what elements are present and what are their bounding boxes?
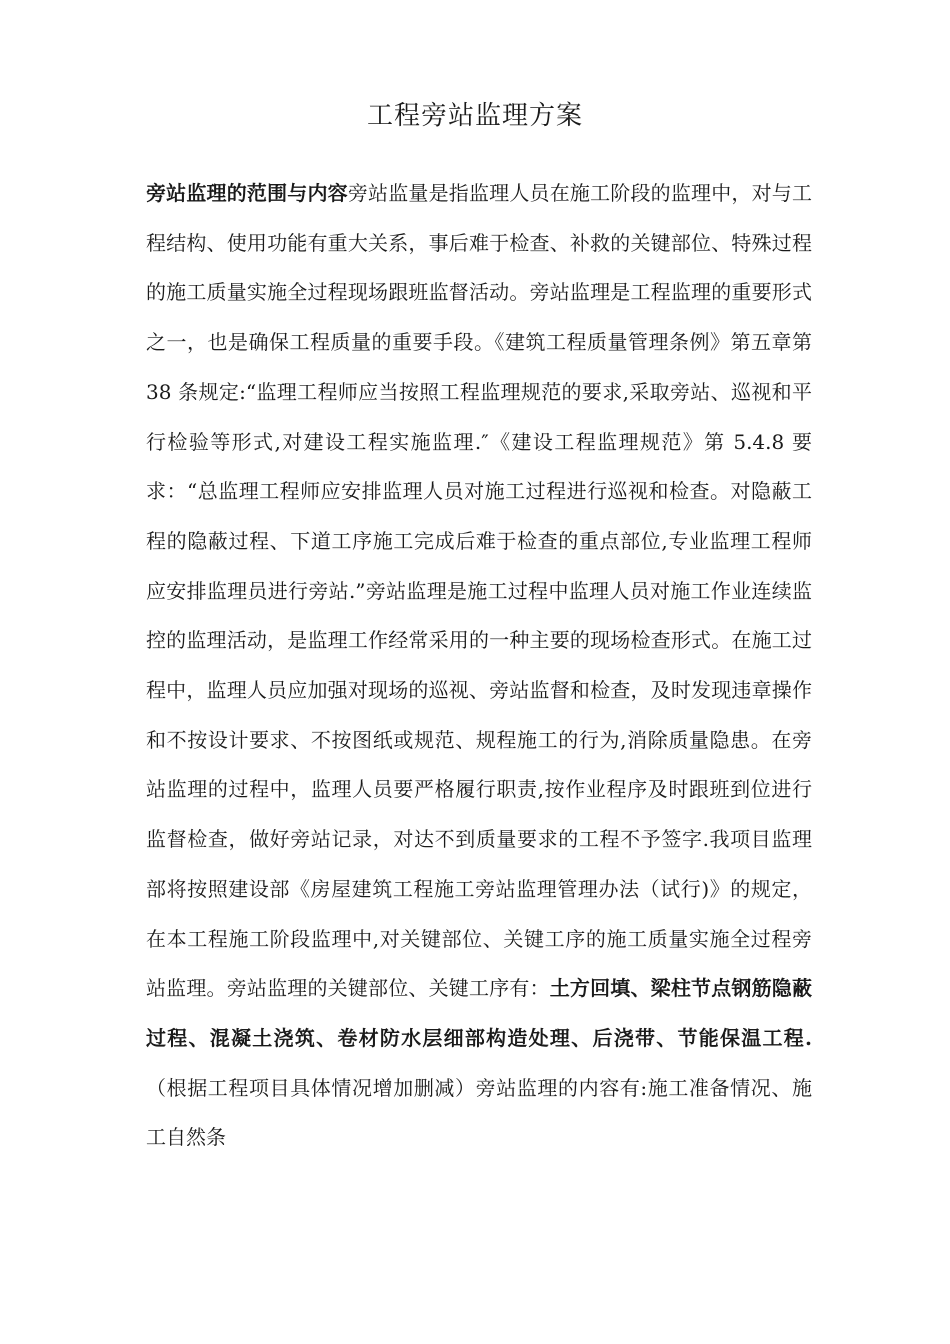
section-heading: 旁站监理的范围与内容 <box>146 181 348 205</box>
body-paragraph <box>146 169 812 1163</box>
key-items-list: 土方回填、梁柱节点钢筋隐蔽过程、混凝土浇筑、卷材防水层细部构造处理、后浇带、节能保温工程. <box>146 976 812 1050</box>
paragraph-text-part-2: （根据工程项目具体情况增加删减）旁站监理的内容有:施工准备情况、施工自然条 <box>146 1075 812 1150</box>
document-title: 工程旁站监理方案 <box>366 101 583 131</box>
paragraph-text-part-1: 旁站监量是指监理人员在施工阶段的监理中，对与工程结构、使用功能有重大关系，事后难于检查、补救的关键部位、特殊过程的施工质量实施全过程现场跟班监督活动。旁站监理是工程监理的重要形式之一，也是确保工程质量的重要手段。《建筑工程质量管理条例》第五章第 38 条规定:“监理工程师应当按照工程监理规范的要求,采取旁站、巡视和平行检验等形式,对建设工程实施监理.″《建设工程监理规范》第 5.4.8 要求：“总监理工程师应安排监理人员对施工过程进行巡视和检查。对隐蔽工程的隐蔽过程、下道工序施工完成后难于检查的重点部位,专业监理工程师应安排监理员进行旁站.”旁站监理是施工过程中监理人员对施工作业连续监控的监理活动，是监理工作经常采用的一种主要的现场检查形式。在施工过程中，监理人员应加强对现场的巡视、旁站监督和检查，及时发现违章操作和不按设计要求、不按图纸或规范、规程施工的行为,消除质量隐患。在旁站监理的过程中，监理人员要严格履行职责,按作业程序及时跟班到位进行监督检查，做好旁站记录，对达不到质量要求的工程不予签字.我项目监理部将按照建设部《房屋建筑工程施工旁站监理管理办法（试行)》的规定，在本工程施工阶段监理中,对关键部位、关键工序的施工质量实施全过程旁站监理。旁站监理的关键部位、关键工序有： <box>146 181 812 1001</box>
